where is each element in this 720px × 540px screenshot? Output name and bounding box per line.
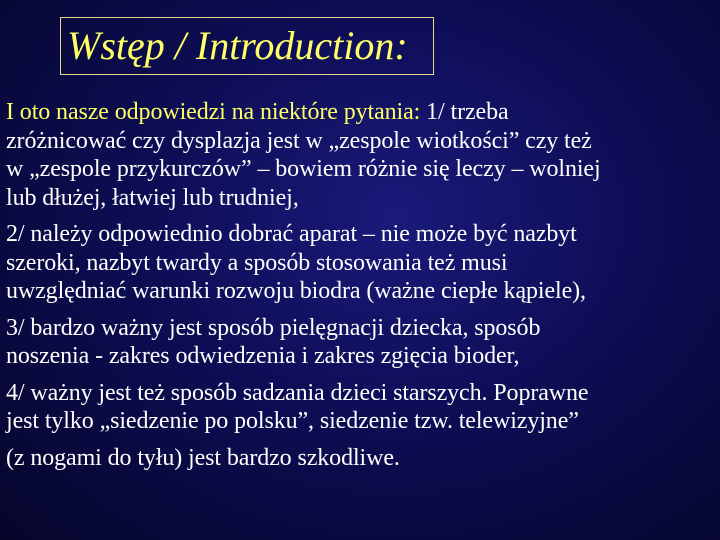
- paragraph-1-line-4: lub dłużej, łatwiej lub trudniej,: [6, 184, 299, 211]
- intro-text: I oto nasze odpowiedzi na niektóre pytania:: [6, 99, 421, 125]
- paragraph-1-line-3: w „zespole przykurczów” – bowiem różnie się leczy – wolniej: [6, 156, 601, 182]
- paragraph-2-line-1: 2/ należy odpowiednio dobrać aparat – nie może być nazbyt: [6, 221, 577, 247]
- paragraph-3-line-2: noszenia - zakres odwiedzenia i zakres zgięcia bioder,: [6, 343, 520, 369]
- paragraph-5-line-1: (z nogami do tyłu) jest bardzo szkodliwe.: [6, 444, 400, 471]
- paragraph-5: [6, 444, 718, 473]
- paragraph-1: [6, 98, 718, 212]
- paragraph-1-line-2: zróżnicować czy dysplazja jest w „zespole wiotkości” czy też: [6, 127, 592, 154]
- paragraph-4-line-1: 4/ ważny jest też sposób sadzania dzieci starszych. Poprawne: [6, 379, 589, 406]
- title-frame: [60, 17, 434, 75]
- paragraph-2-line-3: uwzględniać warunki rozwoju biodra (ważne ciepłe kąpiele),: [6, 278, 586, 304]
- paragraph-4: [6, 379, 718, 436]
- slide-body: [6, 98, 718, 480]
- paragraph-2-line-2: szeroki, nazbyt twardy a sposób stosowania też musi: [6, 249, 508, 276]
- paragraph-1-line-1: 1/ trzeba: [426, 99, 509, 125]
- paragraph-2: [6, 220, 718, 306]
- slide-title: Wstęp / Introduction:: [67, 23, 408, 68]
- paragraph-4-line-2: jest tylko „siedzenie po polsku”, siedzenie tzw. telewizyjne”: [6, 408, 579, 434]
- paragraph-3: [6, 314, 718, 371]
- paragraph-3-line-1: 3/ bardzo ważny jest sposób pielęgnacji dziecka, sposób: [6, 314, 541, 341]
